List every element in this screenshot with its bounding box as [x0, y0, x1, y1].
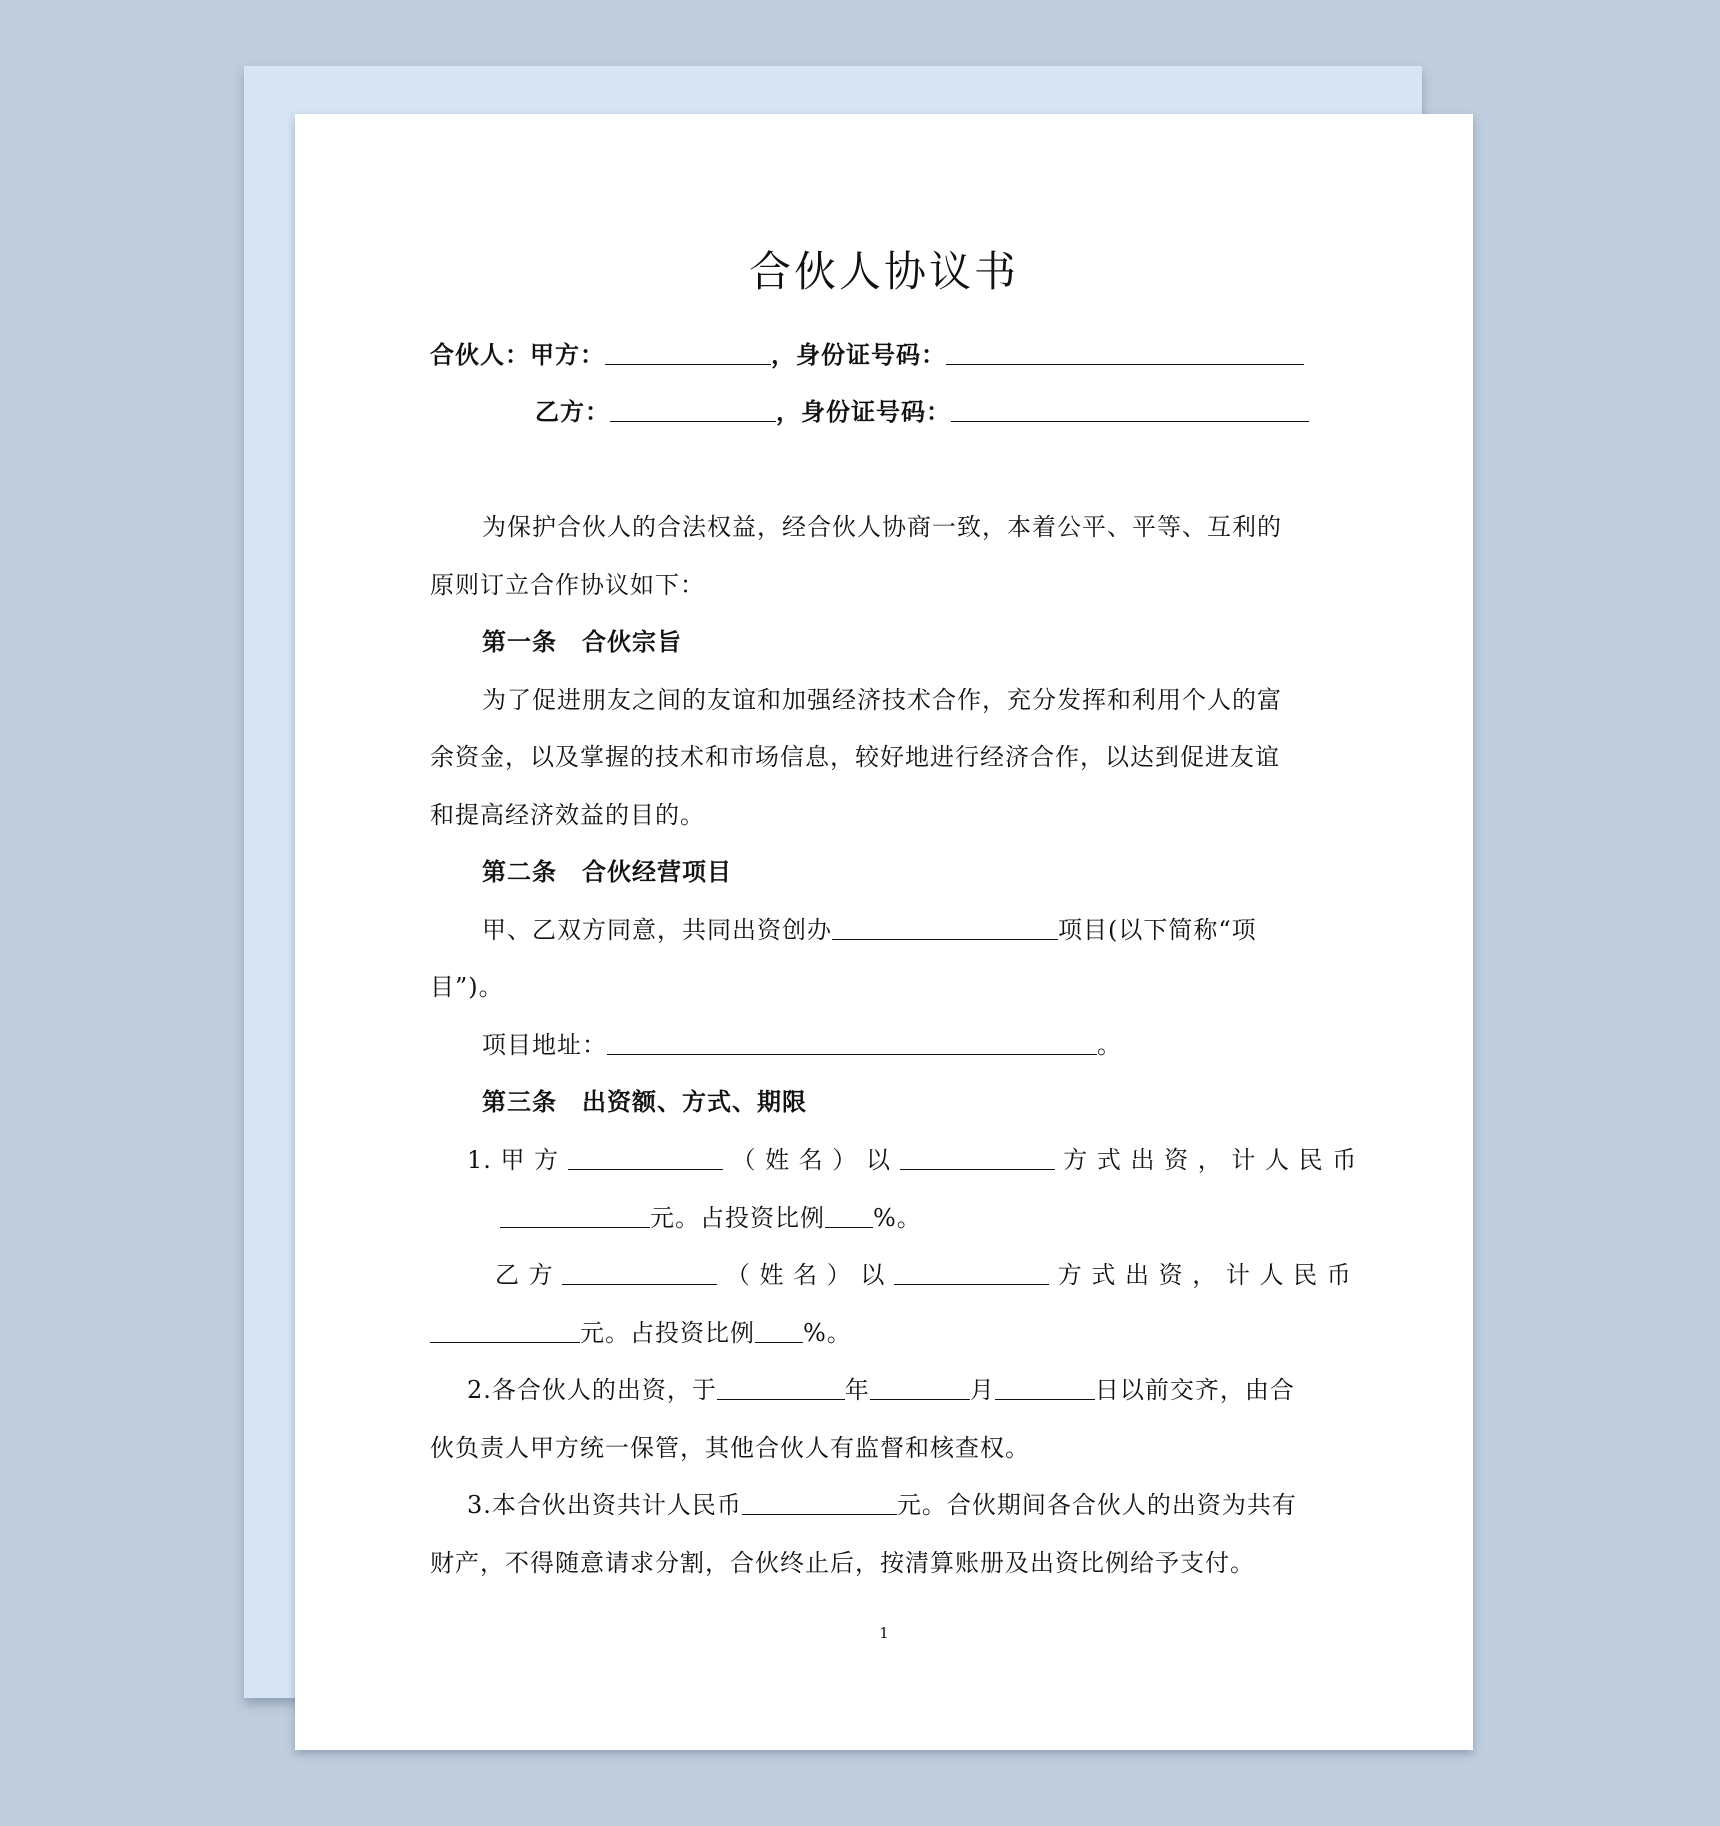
- item-2-pre: 2.各合伙人的出资，于: [467, 1376, 717, 1404]
- intro-line-2: 原则订立合作协议如下：: [430, 571, 705, 599]
- article-1-line-1: 为了促进朋友之间的友谊和加强经济技术合作，充分发挥和利用个人的富: [482, 686, 1282, 714]
- item-3-post: 元。合伙期间各合伙人的出资为共有: [896, 1491, 1297, 1519]
- party-a-contribution-row: [467, 1143, 1357, 1177]
- year-blank[interactable]: [717, 1375, 845, 1400]
- party-b-contrib-name-blank[interactable]: [562, 1260, 717, 1285]
- party-b-percent-sign: %。: [803, 1319, 852, 1347]
- contribution-a-prefix: 1. 甲 方: [467, 1146, 560, 1174]
- party-b-id-label: ，身份证号码：: [776, 397, 951, 426]
- party-b-contribution-row: [495, 1258, 1352, 1292]
- article-2-line-1: [482, 913, 1257, 947]
- document-title: 合伙人协议书: [748, 247, 1019, 296]
- project-address-end: 。: [1097, 1031, 1122, 1059]
- party-a-id-blank[interactable]: [946, 340, 1304, 365]
- party-b-id-blank[interactable]: [951, 397, 1309, 422]
- party-a-percent-blank[interactable]: [825, 1203, 873, 1228]
- article-3-heading: 第三条 出资额、方式、期限: [482, 1087, 807, 1116]
- item-3-line-1: [467, 1488, 1297, 1522]
- party-b-percent-blank[interactable]: [755, 1318, 803, 1343]
- party-a-name-blank[interactable]: [605, 340, 771, 365]
- party-b-row: [535, 395, 1309, 429]
- party-a-method-blank[interactable]: [900, 1145, 1055, 1170]
- parties-label: 合伙人：: [430, 340, 530, 369]
- contribution-a-method-label: 方 式 出 资 ， 计 人 民 币: [1063, 1146, 1358, 1174]
- contribution-b-name-label: （ 姓 名 ） 以: [725, 1261, 886, 1289]
- total-amount-blank[interactable]: [742, 1490, 897, 1515]
- project-address-label: 项目地址：: [482, 1031, 607, 1059]
- item-2-post: 日以前交齐，由合: [1094, 1376, 1295, 1404]
- party-b-amount-blank[interactable]: [430, 1318, 580, 1343]
- article-2-heading: 第二条 合伙经营项目: [482, 857, 732, 886]
- article-1-heading: 第一条 合伙宗旨: [482, 627, 682, 656]
- project-name-blank[interactable]: [832, 915, 1058, 940]
- article-2-line-2: 目”)。: [430, 973, 504, 1001]
- article-1-line-2: 余资金，以及掌握的技术和市场信息，较好地进行经济合作，以达到促进友谊: [430, 743, 1280, 771]
- day-blank[interactable]: [995, 1375, 1095, 1400]
- party-a-label: 甲方：: [530, 340, 605, 369]
- party-a-ratio-label: 元。占投资比例: [650, 1204, 825, 1232]
- party-b-amount-row: [430, 1316, 852, 1350]
- party-a-amount-row: [500, 1201, 922, 1235]
- item-3-line-2: 财产，不得随意请求分割，合伙终止后，按清算账册及出资比例给予支付。: [430, 1549, 1255, 1577]
- project-address-row: [482, 1028, 1122, 1062]
- party-a-amount-blank[interactable]: [500, 1203, 650, 1228]
- document-page: [295, 114, 1473, 1750]
- page-number: 1: [879, 1624, 889, 1642]
- contribution-b-method-label: 方 式 出 资 ， 计 人 民 币: [1057, 1261, 1352, 1289]
- party-a-row: [430, 338, 1304, 372]
- year-label: 年: [844, 1376, 870, 1404]
- item-3-pre: 3.本合伙出资共计人民币: [467, 1491, 742, 1519]
- item-2-line-1: [467, 1373, 1295, 1407]
- party-a-percent-sign: %。: [873, 1204, 922, 1232]
- contribution-b-prefix: 乙 方: [495, 1261, 554, 1289]
- month-blank[interactable]: [870, 1375, 970, 1400]
- party-b-method-blank[interactable]: [894, 1260, 1049, 1285]
- party-a-contrib-name-blank[interactable]: [568, 1145, 723, 1170]
- contribution-a-name-label: （ 姓 名 ） 以: [731, 1146, 891, 1174]
- article-2-line-1-post: 项目(以下简称“项: [1058, 916, 1257, 944]
- party-b-name-blank[interactable]: [610, 397, 776, 422]
- article-1-line-3: 和提高经济效益的目的。: [430, 801, 705, 829]
- item-2-line-2: 伙负责人甲方统一保管，其他合伙人有监督和核查权。: [430, 1434, 1030, 1462]
- intro-line-1: 为保护合伙人的合法权益，经合伙人协商一致，本着公平、平等、互利的: [482, 513, 1282, 541]
- party-b-ratio-label: 元。占投资比例: [580, 1319, 755, 1347]
- project-address-blank[interactable]: [607, 1030, 1097, 1055]
- party-b-label: 乙方：: [535, 397, 610, 426]
- month-label: 月: [969, 1376, 995, 1404]
- article-2-line-1-pre: 甲、乙双方同意，共同出资创办: [482, 916, 832, 944]
- party-a-id-label: ，身份证号码：: [771, 340, 946, 369]
